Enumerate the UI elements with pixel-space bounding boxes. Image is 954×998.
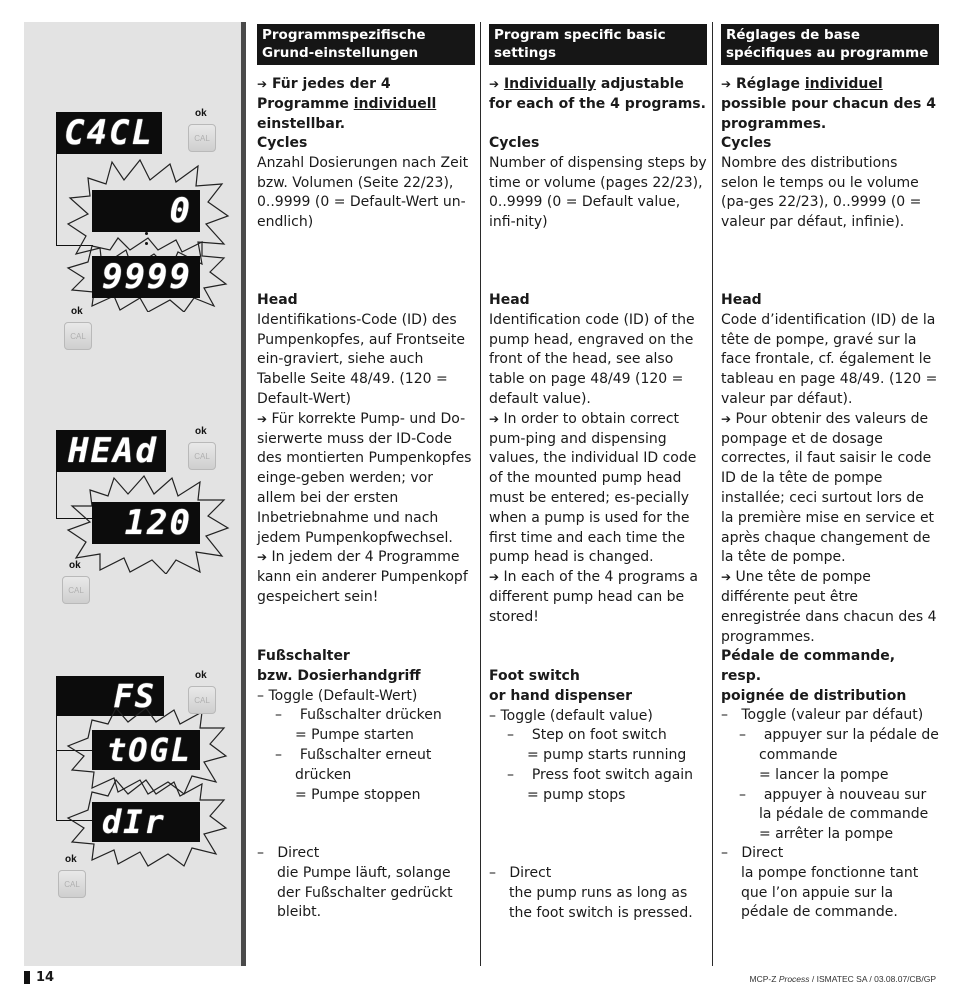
footswitch-title: Foot switch [489, 668, 580, 684]
column-german [257, 24, 475, 921]
column-divider [480, 22, 481, 966]
head-note-2: ➔ Une tête de pompe différente peut être enregistrée dans chacun des 4 programmes. [721, 569, 937, 645]
step-1: – appuyer sur la pédale de commande [739, 727, 939, 763]
cycles-text: Anzahl Dosierungen nach Zeit bzw. Volumen (Seite 22/23), 0..9999 (0 = Default-Wert un-endlich) [257, 154, 469, 231]
dot-marker [145, 242, 148, 245]
intro-text: ➔ Individually adjustable for each of the 4 programs. [489, 76, 706, 112]
direct-section [489, 864, 707, 923]
direct-text: the pump runs as long as the foot switch is pressed. [509, 884, 693, 921]
footer-reference [750, 974, 936, 984]
cycles-title: Cycles [489, 135, 540, 151]
head-title: Head [257, 292, 298, 308]
column-english [489, 24, 707, 921]
footswitch-title: Fußschalter [257, 648, 350, 664]
cycles-section [257, 134, 475, 233]
footer-product-italic: Process [778, 974, 810, 984]
step-2: – appuyer à nouveau sur la pédale de commande [739, 786, 929, 823]
intro-text: ➔ Für jedes der 4 Programme individuell einstellbar. [257, 76, 437, 132]
step-1-result: = lancer la pompe [759, 766, 889, 783]
head-text: Identification code (ID) of the pump head, engraved on the front of the head, see also table on page 48/49 (120 = default value). [489, 311, 695, 407]
lcd-display-cycl: C4CL [56, 112, 162, 154]
head-section [489, 291, 707, 628]
head-note-1: ➔ In order to obtain correct pum-ping and dispensing values, the individual ID code of the mounted pump head must be entered; es-pecially when a pump is used for the first time and each time the pump head is changed. [489, 410, 697, 566]
ok-label: ok [195, 108, 207, 119]
dot-marker [145, 232, 148, 235]
lcd-display-cycl-value: 0 [92, 190, 200, 232]
footswitch-subtitle: poignée de distribution [721, 687, 907, 704]
head-note-2: ➔ In jedem der 4 Programme kann ein anderer Pumpenkopf gespeichert sein! [257, 549, 468, 605]
lcd-display-cycl-max: 9999 [92, 256, 200, 298]
section-header: Program specific basic settings [489, 24, 707, 65]
column-french [721, 24, 939, 921]
footswitch-section [257, 647, 475, 805]
ok-label: ok [71, 306, 83, 317]
arrow-right-icon: ➔ [257, 411, 268, 426]
footswitch-section [489, 667, 707, 806]
cal-key[interactable]: CAL [188, 124, 216, 152]
arrow-right-icon: ➔ [489, 77, 500, 91]
head-title: Head [721, 292, 762, 308]
cal-key[interactable]: CAL [188, 686, 216, 714]
toggle-label: – Toggle (valeur par défaut) [721, 707, 924, 724]
arrow-right-icon: ➔ [489, 570, 500, 585]
ok-label: ok [195, 670, 207, 681]
section-header: Programmspezifische Grund-einstellungen [257, 24, 475, 65]
cal-key[interactable]: CAL [62, 576, 90, 604]
section-header: Réglages de base spécifiques au programme [721, 24, 939, 65]
ok-label: ok [65, 854, 77, 865]
page-marker [24, 971, 30, 984]
step-2-result: = pump stops [527, 786, 626, 803]
footswitch-title: Pédale de commande, resp. [721, 648, 896, 684]
step-2: – Fußschalter erneut drücken [275, 746, 432, 783]
column-divider [712, 22, 713, 966]
head-note-2: ➔ In each of the 4 programs a different pump head can be stored! [489, 569, 698, 625]
cycles-text: Number of dispensing steps by time or volume (pages 22/23), 0..9999 (0 = Default value, infi-nity) [489, 154, 707, 231]
arrow-right-icon: ➔ [257, 550, 268, 565]
head-text: Code d’identification (ID) de la tête de pompe, gravé sur la face frontale, cf. également le tableau en page 48/49. (120 = valeur par défaut). [721, 311, 938, 407]
arrow-right-icon: ➔ [489, 411, 500, 426]
sidebar-rule [241, 22, 246, 966]
lcd-display-head-value: 120 [92, 502, 200, 544]
step-2-result: = Pumpe stoppen [295, 786, 421, 803]
footswitch-section [721, 647, 939, 845]
step-2-result: = arrêter la pompe [759, 826, 894, 843]
direct-label: – Direct [721, 845, 784, 861]
direct-label: – Direct [257, 845, 320, 861]
arrow-right-icon: ➔ [721, 411, 732, 426]
cal-key[interactable]: CAL [64, 322, 92, 350]
ok-label: ok [69, 560, 81, 571]
lcd-display-fs-toggle: tOGL [92, 730, 200, 770]
arrow-right-icon: ➔ [721, 570, 732, 585]
head-title: Head [489, 292, 530, 308]
direct-section [257, 844, 475, 923]
footer-product: MCP-Z [749, 974, 777, 984]
step-1: – Step on foot switch [507, 727, 667, 744]
intro-text: ➔ Réglage individuel possible pour chacun des 4 programmes. [721, 76, 936, 132]
head-text: Identifikations-Code (ID) des Pumpenkopfes, auf Frontseite ein-graviert, siehe auch Tabelle Seite 48/49. (120 = Default-Wert) [257, 311, 466, 407]
cycles-title: Cycles [721, 135, 772, 151]
arrow-right-icon: ➔ [721, 77, 732, 91]
direct-label: – Direct [489, 865, 552, 881]
ok-label: ok [195, 426, 207, 437]
footswitch-subtitle: bzw. Dosierhandgriff [257, 667, 421, 684]
lcd-display-fs-direct: dIr [92, 802, 200, 842]
cycles-text: Nombre des distributions selon le temps ou le volume (pa-ges 22/23), 0..9999 (0 = valeur par défaut, infinie). [721, 154, 922, 231]
toggle-label: – Toggle (default value) [489, 707, 653, 724]
head-note-1: ➔ Für korrekte Pump- und Do-sierwerte muss der ID-Code des montierten Pumpenkopfes einge-geben werden; vor allem bei der ersten Inbetriebnahme und nach jedem Pumpenkopfwechsel. [257, 410, 472, 546]
head-note-1: ➔ Pour obtenir des valeurs de pompage et de dosage correctes, il faut saisir le code ID de la tête de pompe installée; ceci surtout lors de la première mise en service et après chaque changement de la tête de pompe. [721, 410, 935, 566]
direct-text: die Pumpe läuft, solange der Fußschalter gedrückt bleibt. [277, 864, 453, 921]
step-1: – Fußschalter drücken [275, 707, 442, 724]
head-section [721, 291, 939, 647]
cal-key[interactable]: CAL [58, 870, 86, 898]
cycles-title: Cycles [257, 135, 308, 151]
cycles-section [489, 134, 707, 233]
cal-key[interactable]: CAL [188, 442, 216, 470]
step-1-result: = pump starts running [527, 747, 687, 764]
footer-rest: / ISMATEC SA / 03.08.07/CB/GP [809, 974, 936, 984]
lcd-display-fs: FS [56, 676, 164, 716]
step-2: – Press foot switch again [507, 766, 694, 783]
lcd-display-head: HEAd [56, 430, 166, 472]
direct-text: la pompe fonctionne tant que l’on appuie sur la pédale de commande. [741, 864, 919, 921]
page-number-text: 14 [36, 970, 55, 985]
step-1-result: = Pumpe starten [295, 727, 414, 744]
direct-section [721, 844, 939, 923]
arrow-right-icon: ➔ [257, 77, 268, 91]
head-section [257, 291, 475, 608]
toggle-label: – Toggle (Default-Wert) [257, 687, 418, 704]
page-number [24, 970, 54, 985]
cycles-section [721, 134, 939, 233]
footswitch-subtitle: or hand dispenser [489, 687, 633, 704]
